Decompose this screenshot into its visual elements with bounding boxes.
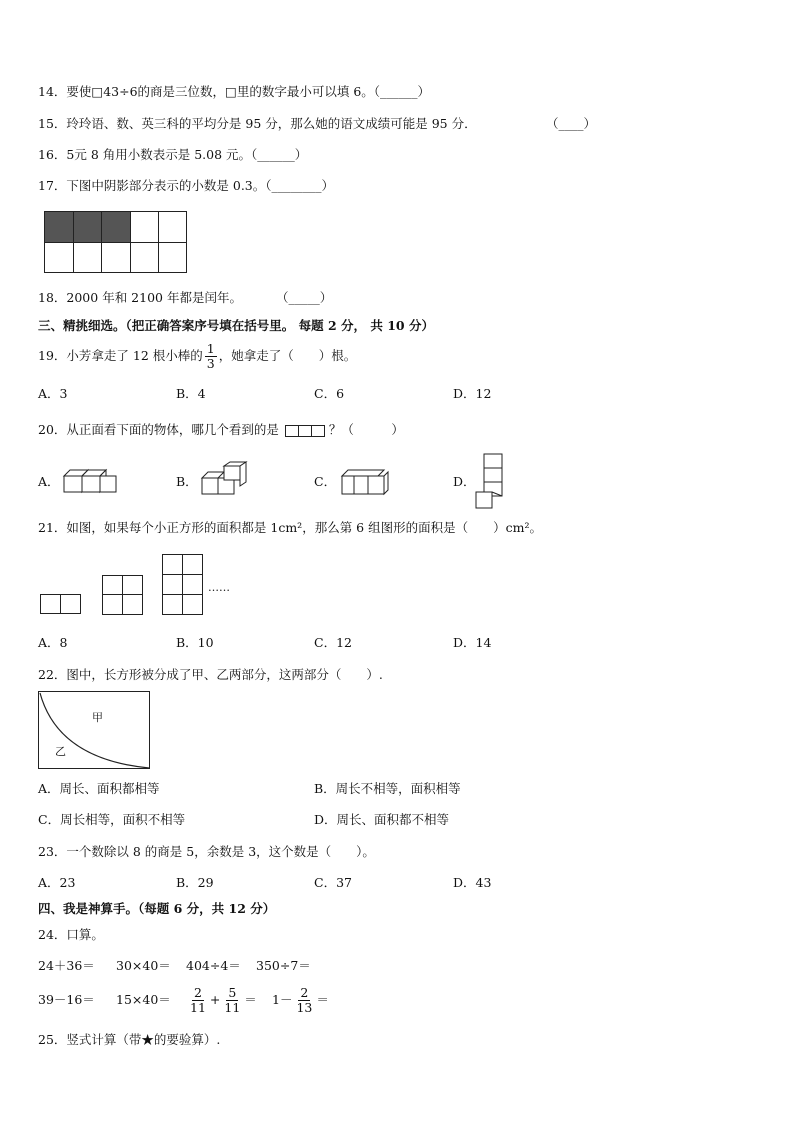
q19-numerator: 1 [206,341,215,356]
q23-option-c[interactable]: C．37 [314,875,352,890]
plus-sign: + [209,992,221,1007]
square-cell [102,575,123,595]
grid-cell-shaded [44,211,74,243]
question-14: 14．要使□43÷6的商是三位数，□里的数字最小可以填 6。（______） [38,84,431,99]
calc-item: 30×40＝ [116,958,171,973]
q22-label-jia: 甲 [92,711,103,724]
calc-item: 24＋36＝ [38,958,95,973]
q23-option-a[interactable]: A．23 [38,875,76,890]
equals-sign: ＝ [244,992,257,1007]
q19-option-b[interactable]: B．4 [176,386,206,401]
question-22: 22．图中，长方形被分成了甲、乙两部分，这两部分（ ）. [38,667,383,682]
square-cell [40,594,61,614]
question-23: 23．一个数除以 8 的商是 5，余数是 3，这个数是（ ）。 [38,844,375,859]
question-15-blank[interactable]: （____） [546,116,597,131]
question-18-blank[interactable]: （_____） [276,290,333,305]
q17-grid-figure [44,211,187,273]
grid-cell [158,211,187,243]
denominator: 11 [224,1000,241,1015]
grid-cell [130,211,159,243]
square-cell [60,594,81,614]
q23-option-b[interactable]: B．29 [176,875,214,890]
q20-text-a: 20．从正面看下面的物体，哪几个看到的是 [38,422,279,437]
question-21: 21．如图，如果每个小正方形的面积都是 1cm²，那么第 6 组图形的面积是（ ）cm²。 [38,520,542,535]
denominator: 11 [190,1000,206,1015]
grid-cell [44,242,74,273]
numerator: 5 [228,985,237,1000]
square-cell [162,594,183,615]
calc-item: 15×40＝ [116,992,171,1007]
q21-option-b[interactable]: B．10 [176,635,214,650]
fraction-2-11 [188,986,208,1015]
numerator: 2 [300,985,309,1000]
q21-figure-2 [102,575,144,615]
equals-sign: ＝ [316,992,329,1007]
calc-item: 350÷7＝ [256,958,311,973]
question-19 [38,341,356,371]
square-cell [298,425,312,437]
q19-denominator: 3 [206,356,215,371]
question-16: 16．5元 8 角用小数表示是 5.08 元。（______） [38,147,308,162]
square-cell [162,574,183,595]
q19-option-d[interactable]: D．12 [453,386,492,401]
square-cell [162,554,183,575]
q20-option-d-cubes[interactable] [474,452,508,512]
square-cell [311,425,325,437]
q20-option-c-label[interactable]: C． [314,474,337,489]
fraction-2-13 [294,986,314,1015]
q20-option-c-cubes[interactable] [338,466,392,498]
numerator: 2 [193,985,202,1000]
q19-text-a: 19．小芳拿走了 12 根小棒的 [38,348,203,363]
q21-option-a[interactable]: A．8 [38,635,68,650]
square-cell [182,554,203,575]
q22-option-d[interactable]: D．周长、面积都不相等 [314,812,450,827]
q20-option-b-label[interactable]: B． [176,474,198,489]
square-cell [285,425,299,437]
section-3-heading: 三、精挑细选。（把正确答案序号填在括号里。 每题 2 分， 共 10 分） [38,318,434,333]
q20-option-b-cubes[interactable] [198,462,250,498]
question-15: 15．玲玲语、数、英三科的平均分是 95 分，那么她的语文成绩可能是 95 分． [38,116,477,131]
grid-cell [73,242,102,273]
q19-text-b: ，她拿走了（ ）根。 [218,348,357,363]
grid-cell [130,242,159,273]
question-17: 17．下图中阴影部分表示的小数是 0.3。（________） [38,178,335,193]
q22-label-yi: 乙 [55,745,66,758]
denominator: 13 [296,1000,313,1015]
calc-item: 404÷4＝ [186,958,241,973]
square-cell [182,594,203,615]
question-25: 25．竖式计算（带★的要验算）. [38,1032,221,1047]
q20-option-a-label[interactable]: A． [38,474,60,489]
question-18: 18．2000 年和 2100 年都是闰年。 [38,290,242,305]
square-cell [102,594,123,615]
q21-figure-1 [40,594,82,614]
square-cell [122,594,143,615]
square-cell [182,574,203,595]
q22-option-a[interactable]: A．周长、面积都相等 [38,781,160,796]
q20-text-b: ？（ ） [328,422,404,437]
calc-item: 39－16＝ [38,992,95,1007]
q21-option-c[interactable]: C．12 [314,635,352,650]
question-24: 24．口算。 [38,927,104,942]
q20-option-a-cubes[interactable] [60,466,120,498]
grid-cell-shaded [101,211,131,243]
square-cell [122,575,143,595]
question-20 [38,422,404,438]
one-minus: 1－ [272,992,293,1007]
q19-option-a[interactable]: A．3 [38,386,68,401]
q23-option-d[interactable]: D．43 [453,875,492,890]
q22-option-c[interactable]: C．周长相等，面积不相等 [38,812,186,827]
fraction-5-11 [222,986,242,1015]
q21-ellipsis: …… [208,581,230,594]
grid-cell [101,242,131,273]
grid-cell [158,242,187,273]
q21-figure-3 [162,554,204,615]
calc-fraction-sum [186,983,257,1017]
grid-cell-shaded [73,211,102,243]
q22-option-b[interactable]: B．周长不相等，面积相等 [314,781,461,796]
q20-front-view-figure [285,422,325,438]
q20-option-d-label[interactable]: D． [453,474,476,489]
q19-option-c[interactable]: C．6 [314,386,345,401]
calc-fraction-diff [272,983,329,1017]
q19-fraction [205,342,217,371]
section-4-heading: 四、我是神算手。（每题 6 分，共 12 分） [38,901,276,916]
q21-option-d[interactable]: D．14 [453,635,492,650]
